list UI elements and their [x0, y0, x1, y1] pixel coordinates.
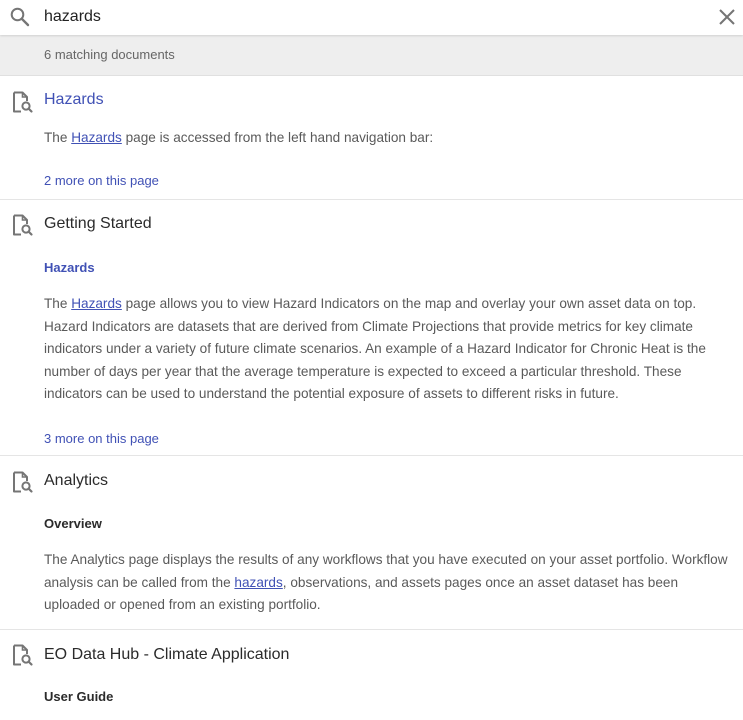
- search-icon[interactable]: [8, 5, 32, 29]
- document-search-icon: [10, 213, 34, 237]
- result-title[interactable]: Analytics: [44, 472, 109, 489]
- document-search-icon: [10, 643, 34, 667]
- result-snippet: [44, 127, 433, 150]
- result-section-heading[interactable]: User Guide: [44, 689, 114, 704]
- more-on-page-link[interactable]: 2 more on this page: [44, 173, 159, 188]
- document-search-icon: [10, 90, 34, 114]
- result-snippet: [44, 293, 734, 406]
- snippet-link[interactable]: Hazards: [71, 130, 122, 145]
- snippet-text: , observations, and assets pages once an asset dataset has been uploaded or opened from an existing portfolio.: [44, 574, 679, 612]
- search-input[interactable]: [44, 0, 704, 34]
- close-icon[interactable]: [715, 5, 739, 29]
- more-on-page-link[interactable]: 3 more on this page: [44, 431, 159, 446]
- snippet-text: The Analytics page displays the results of any workflows that you have executed on your asset portfolio. Workflow analysis can be called from the: [44, 552, 728, 590]
- search-result[interactable]: [0, 200, 743, 456]
- snippet-text: page allows you to view Hazard Indicators on the map and overlay your own asset data on top. Hazard Indicators are datasets that are derived from Climate Projections that provide metrics for key climate indicators under a variety of future climate scenarios. An example of a Hazard Indicator for Chronic Heat is the number of days per year that the average temperature is expected to exceed a particular threshold. These indicators can be used to understand the potential exposure of assets to different risks in future.: [44, 296, 706, 401]
- snippet-text: The: [44, 130, 72, 145]
- search-bar: [0, 0, 743, 35]
- search-result[interactable]: [0, 630, 743, 720]
- result-title[interactable]: Getting Started: [44, 215, 152, 232]
- result-count: 6 matching documents: [0, 35, 743, 76]
- result-title[interactable]: EO Data Hub - Climate Application: [44, 646, 290, 663]
- snippet-text: The: [44, 296, 72, 311]
- result-section-heading[interactable]: Hazards: [44, 260, 95, 275]
- snippet-text: page is accessed from the left hand navigation bar:: [121, 130, 434, 145]
- search-result[interactable]: [0, 76, 743, 200]
- snippet-link[interactable]: hazards: [234, 574, 283, 590]
- document-search-icon: [10, 470, 34, 494]
- snippet-link[interactable]: Hazards: [71, 296, 122, 311]
- result-snippet: [44, 549, 734, 617]
- result-title[interactable]: Hazards: [44, 91, 104, 108]
- search-result[interactable]: [0, 456, 743, 630]
- result-section-heading[interactable]: Overview: [44, 516, 102, 531]
